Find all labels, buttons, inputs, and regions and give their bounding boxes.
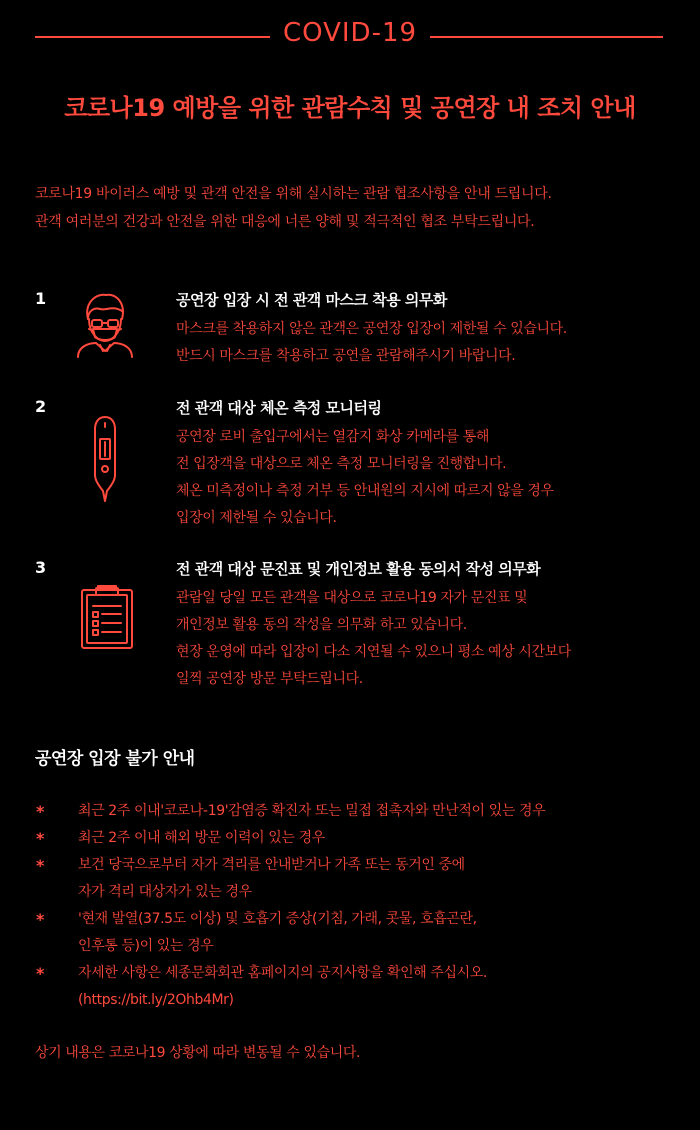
restriction-line: 최근 2주 이내'코로나-19'감염증 확진자 또는 밀접 접촉자와 만난적이 있는 경우: [78, 803, 546, 819]
intro-line: 코로나19 바이러스 예방 및 관객 안전을 위해 실시하는 관람 협조사항을 안내 드립니다.: [35, 186, 552, 202]
intro-line: 관객 여러분의 건강과 안전을 위한 대응에 너른 양해 및 적극적인 협조 부탁드립니다.: [35, 214, 535, 230]
restriction-line: 최근 2주 이내 해외 방문 이력이 있는 경우: [78, 830, 325, 846]
restriction-line: 자가 격리 대상자가 있는 경우: [78, 884, 252, 900]
bullet-icon: *: [36, 910, 44, 929]
measure-description: [176, 316, 567, 370]
header-label: COVID-19: [282, 18, 418, 48]
restriction-item: [0, 852, 700, 906]
restrictions-list: [0, 798, 700, 1014]
bullet-icon: *: [36, 964, 44, 983]
bullet-icon: *: [36, 856, 44, 875]
restriction-item: [0, 906, 700, 960]
measure-number: 2: [35, 397, 47, 416]
measure-desc-line: 현장 운영에 따라 입장이 다소 지연될 수 있으니 평소 예상 시간보다: [176, 644, 571, 660]
measure-description: [176, 424, 554, 532]
measure-number: 3: [35, 558, 47, 577]
measure-desc-line: 입장이 제한될 수 있습니다.: [176, 510, 337, 526]
restriction-line: 보건 당국으로부터 자가 격리를 안내받거나 가족 또는 동거인 중에: [78, 857, 465, 873]
bullet-icon: *: [36, 829, 44, 848]
restriction-line: '현재 발열(37.5도 이상) 및 호흡기 증상(기침, 가래, 콧물, 호흡곤란,: [78, 911, 477, 927]
measure-desc-line: 개인정보 활용 동의 작성을 의무화 하고 있습니다.: [176, 617, 467, 633]
measure-title: 공연장 입장 시 전 관객 마스크 착용 의무화: [176, 291, 447, 309]
measure-desc-line: 반드시 마스크를 착용하고 공연을 관람해주시기 바랍니다.: [176, 348, 516, 364]
masked-person-icon: [74, 289, 134, 363]
header-divider-left: [35, 36, 270, 38]
bullet-icon: *: [36, 802, 44, 821]
measure-desc-line: 마스크를 착용하지 않은 관객은 공연장 입장이 제한될 수 있습니다.: [176, 321, 567, 337]
footer-note: 상기 내용은 코로나19 상황에 따라 변동될 수 있습니다.: [35, 1045, 361, 1061]
restriction-link[interactable]: (https://bit.ly/2Ohb4Mr): [78, 992, 234, 1008]
restriction-line: 자세한 사항은 세종문화회관 홈페이지의 공지사항을 확인해 주십시오.: [78, 965, 487, 981]
measure-desc-line: 전 입장객을 대상으로 체온 측정 모니터링을 진행합니다.: [176, 456, 507, 472]
header-divider-right: [430, 36, 663, 38]
restriction-item: [0, 960, 700, 1014]
restriction-item: [0, 798, 700, 825]
thermometer-icon: [90, 415, 120, 507]
measure-desc-line: 체온 미측정이나 측정 거부 등 안내원의 지시에 따르지 않을 경우: [176, 483, 554, 499]
restriction-item: [0, 825, 700, 852]
restrictions-title: 공연장 입장 불가 안내: [35, 749, 195, 769]
measure-title: 전 관객 대상 문진표 및 개인정보 활용 동의서 작성 의무화: [176, 560, 541, 578]
intro-text: [35, 180, 675, 236]
measure-description: [176, 585, 571, 693]
measure-desc-line: 공연장 로비 출입구에서는 열감지 화상 카메라를 통해: [176, 429, 490, 445]
measure-title: 전 관객 대상 체온 측정 모니터링: [176, 399, 382, 417]
measure-number: 1: [35, 289, 47, 308]
clipboard-icon: [80, 584, 134, 654]
page-title: 코로나19 예방을 위한 관람수칙 및 공연장 내 조치 안내: [64, 94, 636, 122]
restriction-line: 인후통 등)이 있는 경우: [78, 938, 214, 954]
measure-desc-line: 관람일 당일 모든 관객을 대상으로 코로나19 자가 문진표 및: [176, 590, 528, 606]
measure-desc-line: 일찍 공연장 방문 부탁드립니다.: [176, 671, 363, 687]
